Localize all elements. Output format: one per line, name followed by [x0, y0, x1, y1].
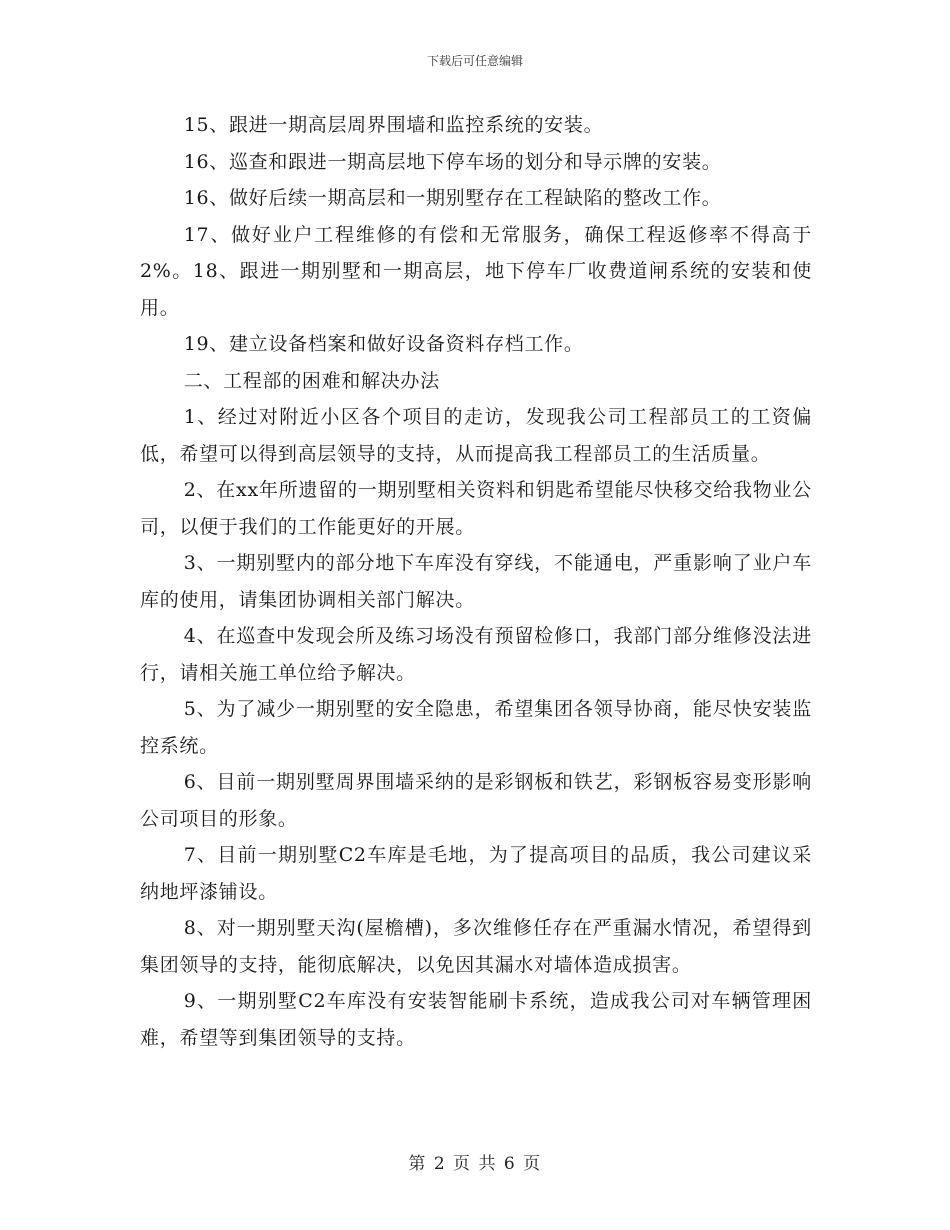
- paragraph-item-17-18: 17、做好业户工程维修的有偿和无常服务，确保工程返修率不得高于2%。18、跟进一期别墅和一期高层，地下停车厂收费道闸系统的安装和使用。: [140, 223, 812, 319]
- paragraph-issue-9: 9、一期别墅C2车库没有安装智能刷卡系统，造成我公司对车辆管理困难，希望等到集团领导的支持。: [140, 990, 812, 1049]
- paragraph-item-16b: 16、做好后续一期高层和一期别墅存在工程缺陷的整改工作。: [183, 187, 722, 209]
- page-number-footer: 第 2 页 共 6 页: [408, 1154, 542, 1174]
- paragraph-issue-7: 7、目前一期别墅C2车库是毛地，为了提高项目的品质，我公司建议采纳地坪漆铺设。: [140, 844, 812, 903]
- paragraph-issue-2: 2、在xx年所遗留的一期别墅相关资料和钥匙希望能尽快移交给我物业公司，以便于我们的工作能更好的开展。: [140, 479, 812, 538]
- paragraph-issue-8: 8、对一期别墅天沟(屋檐槽)，多次维修任存在严重漏水情况，希望得到集团领导的支持，能彻底解决，以免因其漏水对墙体造成损害。: [140, 917, 812, 976]
- paragraph-issue-3: 3、一期别墅内的部分地下车库没有穿线，不能通电，严重影响了业户车库的使用，请集团协调相关部门解决。: [140, 552, 812, 611]
- paragraph-issue-5: 5、为了减少一期别墅的安全隐患，希望集团各领导协商，能尽快安装监控系统。: [140, 698, 812, 757]
- paragraph-issue-1: 1、经过对附近小区各个项目的走访，发现我公司工程部员工的工资偏低，希望可以得到高层领导的支持，从而提高我工程部员工的生活质量。: [140, 406, 812, 465]
- page-header: 下载后可任意编辑: [426, 54, 523, 68]
- paragraph-item-16a: 16、巡查和跟进一期高层地下停车场的划分和导示牌的安装。: [183, 150, 722, 173]
- paragraph-item-15: 15、跟进一期高层周界围墙和监控系统的安装。: [183, 114, 604, 136]
- section-heading: 二、工程部的困难和解决办法: [183, 369, 440, 392]
- document-body: [140, 107, 812, 1056]
- paragraph-item-19: 19、建立设备档案和做好设备资料存档工作。: [183, 333, 584, 355]
- paragraph-issue-6: 6、目前一期别墅周界围墙采纳的是彩钢板和铁艺，彩钢板容易变形影响公司项目的形象。: [140, 771, 812, 830]
- paragraph-issue-4: 4、在巡查中发现会所及练习场没有预留检修口，我部门部分维修没法进行，请相关施工单位给予解决。: [140, 625, 812, 684]
